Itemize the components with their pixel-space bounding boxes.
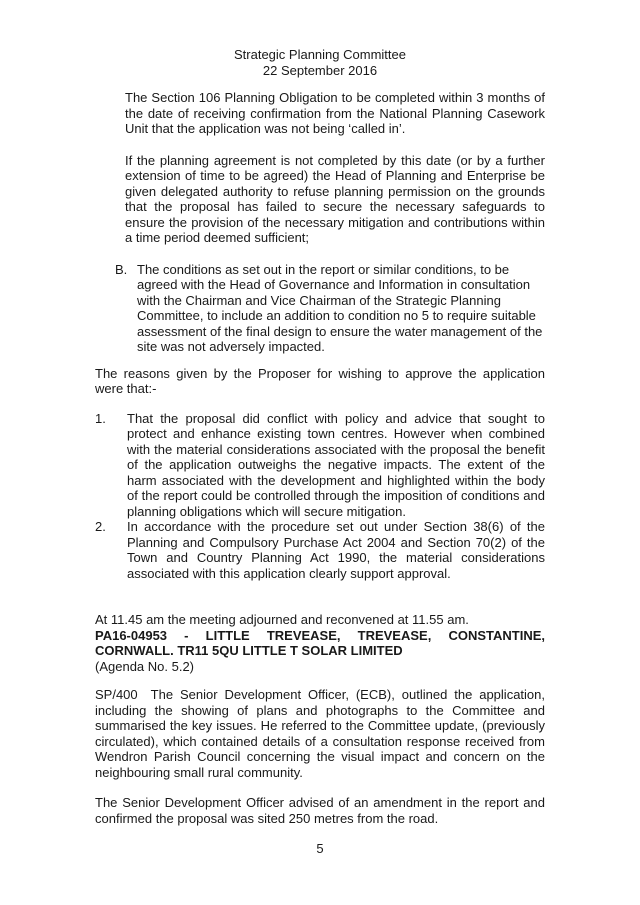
reason-item-1 [95, 411, 545, 520]
document-header [95, 47, 545, 78]
amendment-paragraph: The Senior Development Officer advised of an amendment in the report and confirmed the proposal was sited 250 metres from the road. [95, 795, 545, 826]
minute-paragraph [95, 687, 545, 780]
reason-2-marker: 2. [95, 519, 106, 534]
item-b-text: The conditions as set out in the report or similar conditions, to be agreed with the Head of Governance and Information in consultation with the Chairman and Vice Chairman of the Strategic Planning Committee, to include an addition to condition no 5 to require suitable assessment of the final design to ensure the water management of the site was not adversely impacted. [137, 261, 543, 354]
paragraph-planning-agreement: If the planning agreement is not completed by this date (or by a further extension of time to be agreed) the Head of Planning and Enterprise be given delegated authority to refuse planning permission on the grounds that the proposal has failed to secure the necessary safeguards to ensure the provision of the necessary mitigation and contributions within a time period deemed sufficient; [125, 152, 545, 245]
minute-ref: SP/400 [95, 687, 138, 702]
application-heading: PA16-04953 - LITTLE TREVEASE, TREVEASE, CONSTANTINE, CORNWALL. TR11 5QU LITTLE T SOLAR LIMITED [95, 627, 545, 658]
minute-text: The Senior Development Officer, (ECB), outlined the application, including the showing of plans and photographs to the Committee and summarised the key issues. He referred to the Committee update, (previously circulated), which contained details of a consultation response received from Wendron Parish Council concerning the visual impact and concern on the neighbouring small rural community. [95, 687, 545, 780]
agenda-number: (Agenda No. 5.2) [95, 658, 195, 674]
reason-1-text: That the proposal did conflict with policy and advice that sought to protect and enhance existing town centres. However when combined with the material considerations associated with the proposal the benefit of the application outweighs the negative impacts. The extent of the harm associated with the development and highlighted within the body of the report could be controlled through the imposition of conditions and planning obligations which will secure mitigation. [127, 410, 545, 519]
condition-item-b [115, 262, 545, 355]
adjournment-note: At 11.45 am the meeting adjourned and reconvened at 11.55 am. [95, 612, 469, 627]
meeting-date: 22 September 2016 [262, 62, 378, 78]
committee-title: Strategic Planning Committee [234, 47, 406, 62]
reason-2-text: In accordance with the procedure set out under Section 38(6) of the Planning and Compulsory Purchase Act 2004 and Section 70(2) of the Town and Country Planning Act 1990, the material considerations associated with this application clearly support approval. [127, 519, 545, 581]
paragraph-section106: The Section 106 Planning Obligation to be completed within 3 months of the date of receiving confirmation from the National Planning Casework Unit that the application was not being ‘called in’. [125, 90, 545, 136]
reason-item-2 [95, 519, 545, 581]
reasons-intro: The reasons given by the Proposer for wishing to approve the application were that:- [95, 365, 545, 396]
item-b-marker: B. [115, 261, 128, 277]
page-number: 5 [316, 840, 324, 856]
reason-1-marker: 1. [95, 410, 106, 426]
